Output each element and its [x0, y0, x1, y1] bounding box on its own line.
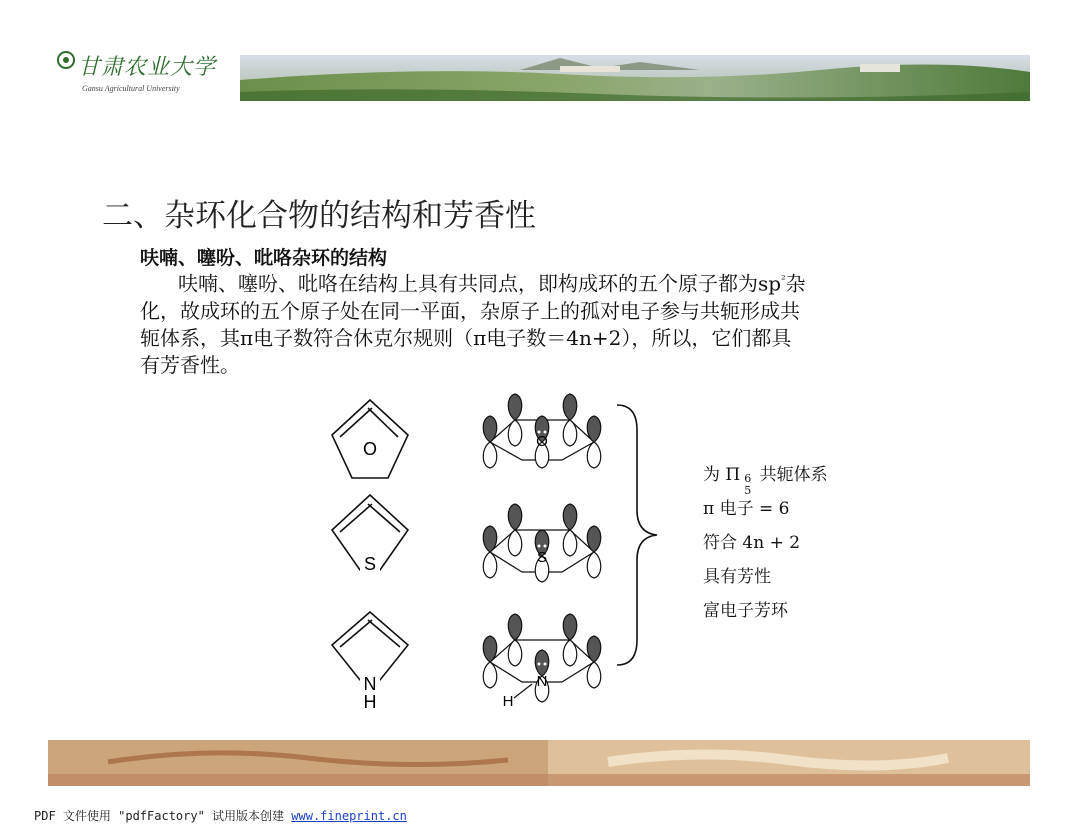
pdf-footer-note: PDF 文件使用 "pdfFactory" 试用版本创建 www.fineprint.cn	[34, 809, 407, 823]
annotation-pi-electrons: π 电子 = 6	[703, 499, 790, 519]
orbital-hydrogen-label: H	[502, 693, 514, 710]
thiophene-sulfur-label: S	[363, 554, 377, 574]
annotation-conjugation: 为 Π 6 5 共轭体系	[703, 465, 828, 497]
pyrrole-hydrogen-label: H	[363, 692, 377, 710]
body-paragraph: 呋喃、噻吩、吡咯在结构上具有共同点，即构成环的五个原子都为$sp^{^2}$杂 化，故成环的五个原子处在同一平面，杂原子上的孤对电子参与共轭形成共 轭体系，其π电子数符合休克尔规则（π电子数＝4n+2），所以，它们都具 有芳香性。	[140, 271, 806, 377]
section-subheading: 呋喃、噻吩、吡咯杂环的结构	[140, 247, 388, 269]
pyrrole-nitrogen-label: N	[363, 674, 377, 694]
fineprint-link[interactable]: www.fineprint.cn	[291, 809, 407, 823]
furan-orbitals	[483, 394, 601, 468]
thiophene-orbitals	[483, 504, 601, 582]
orbital-oxygen-label: O	[536, 433, 548, 450]
footer-banner	[48, 740, 1030, 786]
annotation-aromatic: 具有芳性	[703, 567, 771, 587]
p-orbital-diagrams	[470, 380, 620, 710]
furan-oxygen-label: O	[362, 439, 378, 459]
university-emblem-icon	[56, 50, 76, 70]
slide-title: 二、杂环化合物的结构和芳香性	[102, 198, 536, 234]
annotation-electron-rich: 富电子芳环	[703, 601, 788, 621]
orbital-sulfur-label: S	[536, 549, 548, 566]
orbital-nitrogen-label: N	[536, 673, 548, 690]
pyrrole-structure	[332, 612, 408, 680]
university-logo-text: 甘肃农业大学	[78, 55, 217, 80]
annotation-huckel-rule: 符合 4n + 2	[703, 533, 801, 553]
aromaticity-annotations	[703, 458, 828, 628]
grouping-brace	[612, 400, 662, 670]
university-logo-subtext: Gansu Agricultural University	[82, 84, 180, 93]
